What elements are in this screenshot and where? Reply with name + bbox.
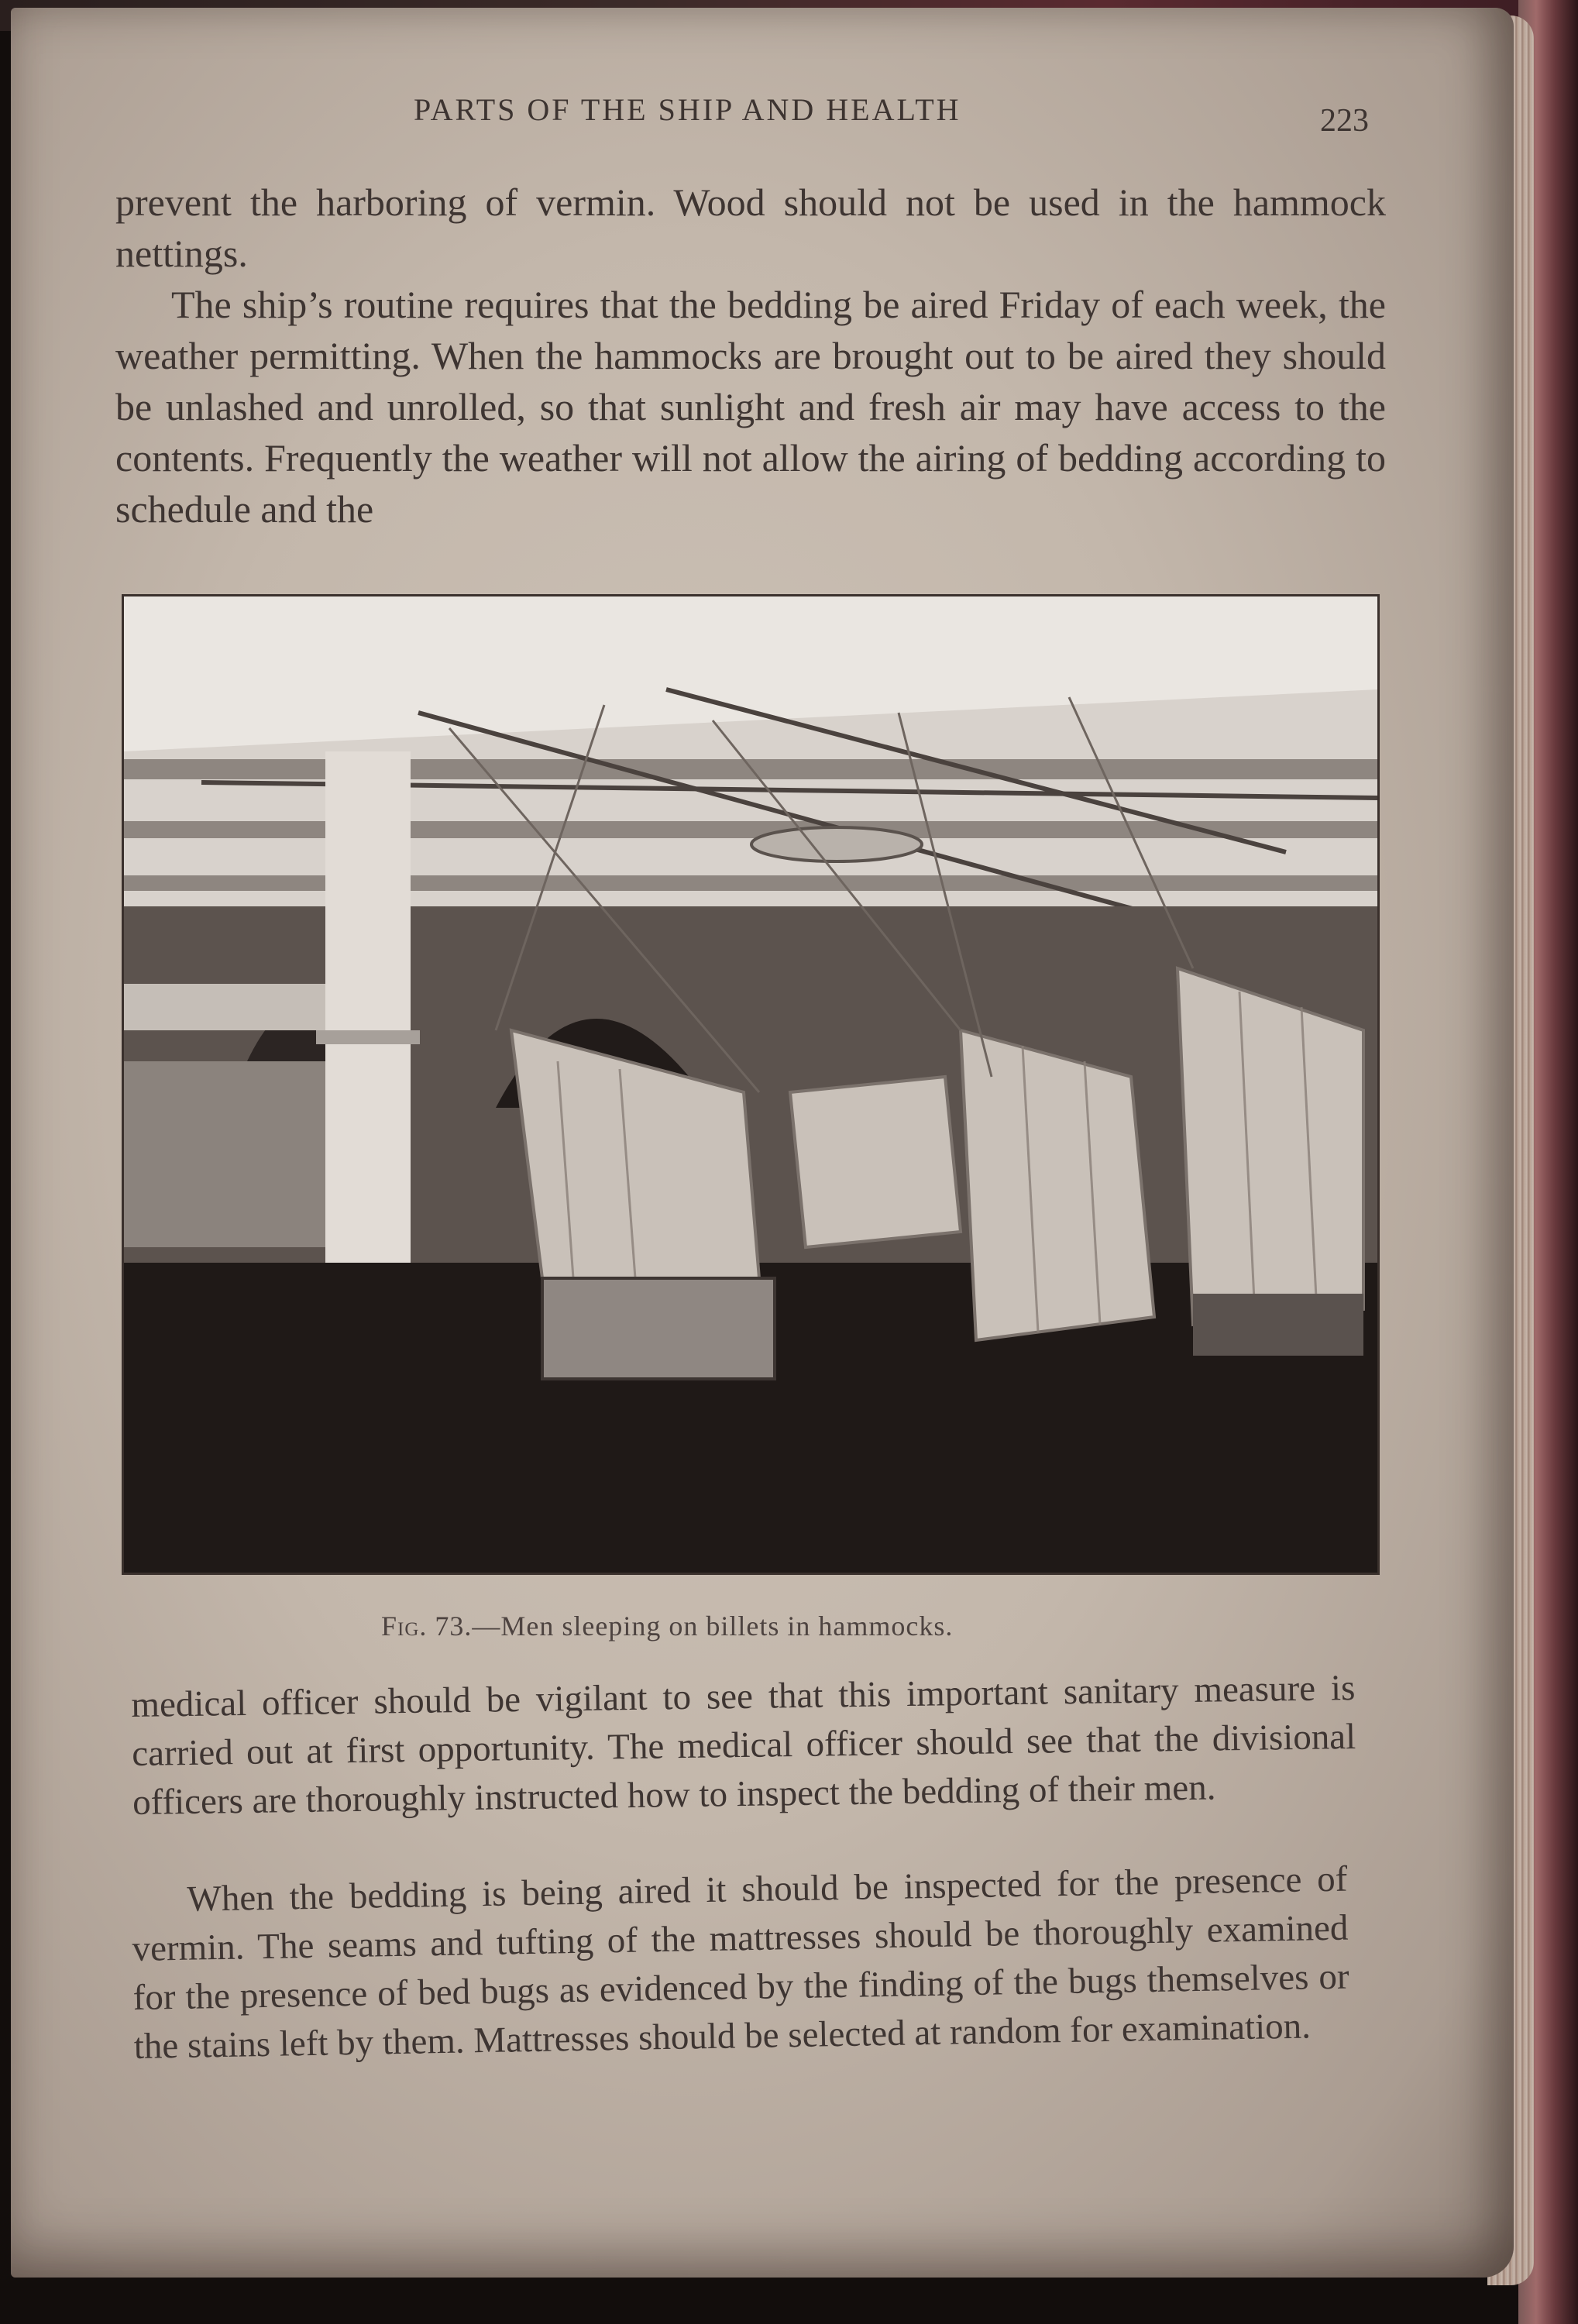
- book-page: [11, 8, 1514, 2278]
- figure-caption: [381, 1610, 953, 1642]
- paragraph-2: The ship’s routine requires that the bedding be aired Friday of each week, the weather permitting. When the hammocks are brought out to be aired they should be unlashed and unrolled, so that sunlight and fresh air may have access to the contents. Frequently the weather will not allow the airing of bedding according to schedule and the: [115, 283, 1386, 531]
- figure-label: Fig.: [381, 1611, 428, 1642]
- figure-photo-hammocks: [122, 594, 1380, 1575]
- figure-caption-text: —Men sleeping on billets in hammocks.: [472, 1611, 954, 1642]
- figure-number: 73.: [435, 1611, 473, 1642]
- paragraph-3: medical officer should be vigilant to see that this important sanitary measure is carried out at first opportunity. The medical officer should see that the divisional officers are thoroughly instructed how to inspect the bedding of their men.: [131, 1667, 1356, 1823]
- paragraph-4: When the bedding is being aired it should be inspected for the presence of vermin. The seams and tufting of the mattresses should be thoroughly examined for the presence of bed bugs as evidenced by the finding of the bugs themselves or the stains left by them. Mattresses should be selected at random for examination.: [132, 1858, 1349, 2067]
- paragraph-1: prevent the harboring of vermin. Wood should not be used in the hammock nettings.: [115, 180, 1386, 275]
- running-head: PARTS OF THE SHIP AND HEALTH: [414, 92, 961, 127]
- page-number: 223: [1320, 103, 1369, 139]
